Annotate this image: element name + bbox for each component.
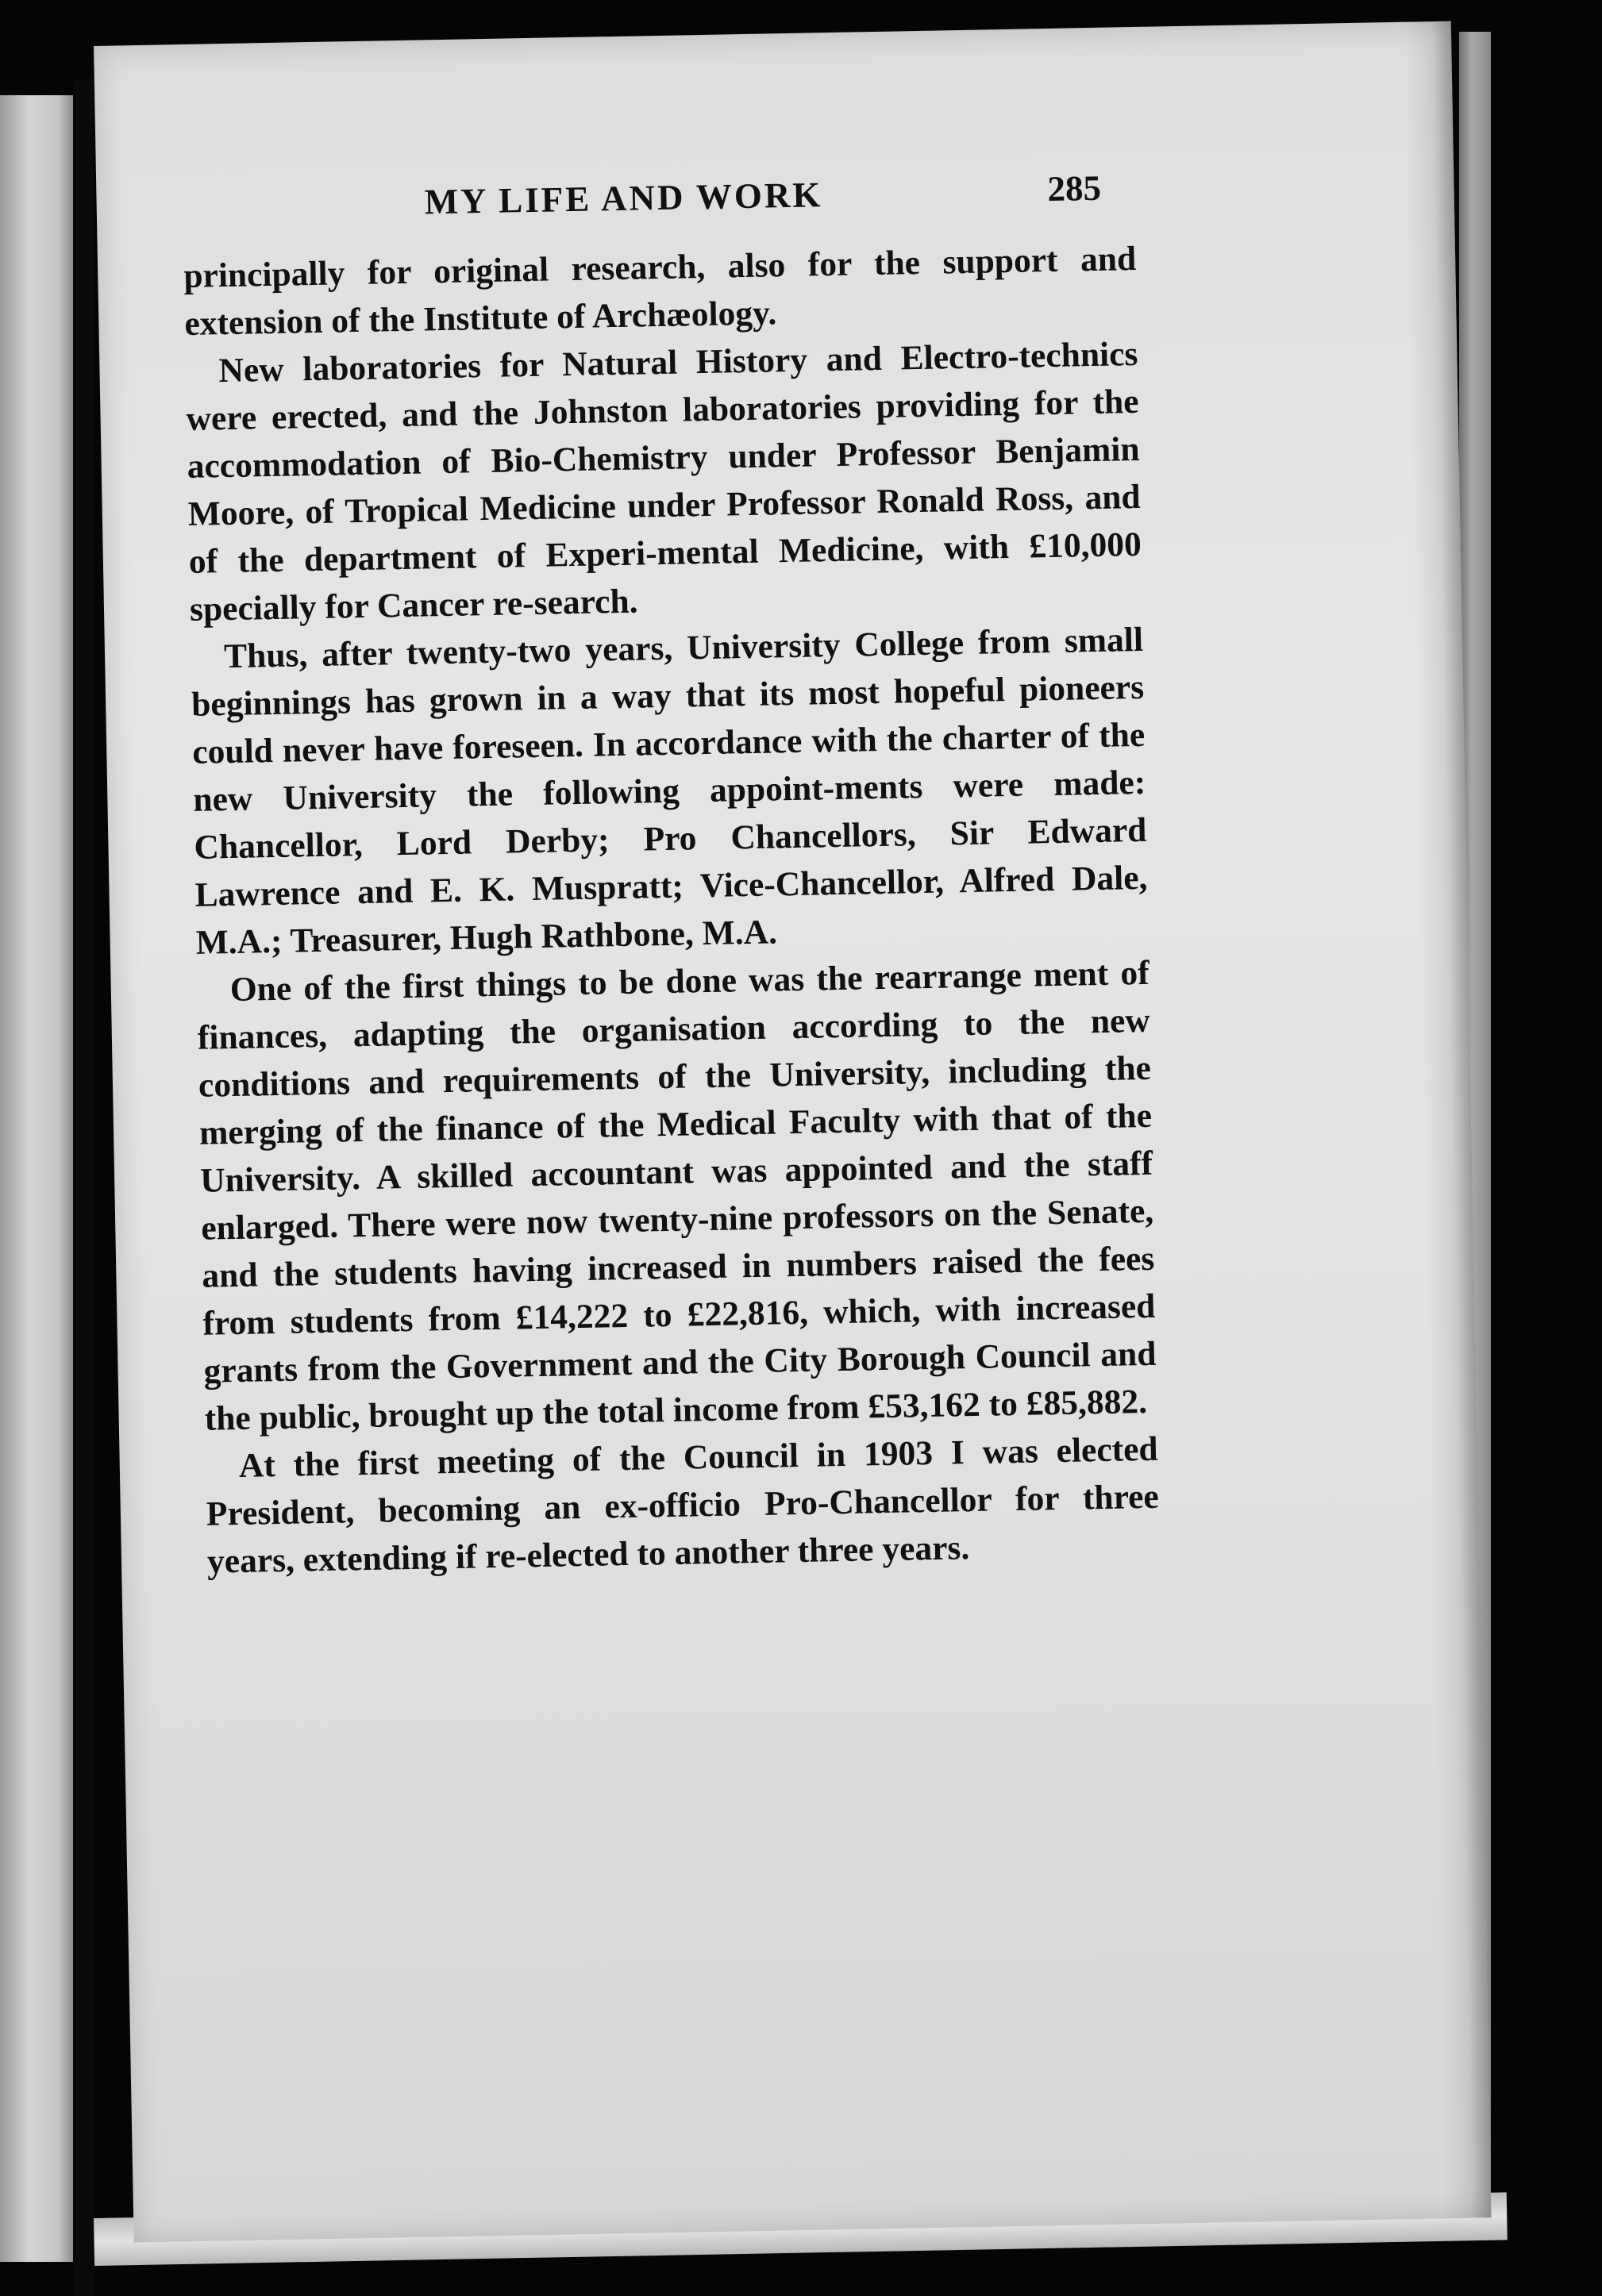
paragraph-finances: One of the first things to be done was the rearrange ment of finances, adapting the organisation according to the new conditions and requirements of the University, including the merging of the finance of the Medical Faculty with that of the University. A skilled accountant was appointed and the staff enlarged. There were now twenty-nine professors on the Senate, and the students having increased in numbers raised the fees from students from £14,222 to £22,816, which, with increased grants from the Government and the City Borough Council and the public, brought up the total income from £53,162 to £85,882. [197, 953, 1157, 1438]
text-block [182, 168, 1160, 1586]
page-number: 285 [1047, 167, 1102, 210]
paragraph-council-meeting: At the first meeting of the Council in 1903 I was elected President, becoming an ex-officio Pro-Chancellor for three years, extending if re-elected to another three years. [206, 1429, 1160, 1581]
running-head [182, 168, 1135, 241]
book-page [94, 21, 1491, 2243]
paragraph-appointments: Thus, after twenty-two years, University College from small beginnings has grown in a way that its most hopeful pioneers could never have foreseen. In accordance with the charter of the new University the following appoint-ments were made: Chancellor, Lord Derby; Pro Chancellors, Sir Edward Lawrence and E. K. Muspratt; Vice-Chancellor, Alfred Dale, M.A.; Treasurer, Hugh Rathbone, M.A. [191, 620, 1148, 962]
paragraph-laboratories: New laboratories for Natural History and Electro-technics were erected, and the Johnston laboratories providing for the accommodation of Bio-Chemistry under Professor Benjamin Moore, of Tropical Medicine under Professor Ronald Ross, and of the department of Experi-mental Medicine, with £10,000 specially for Cancer re-search. [186, 334, 1142, 629]
book-gutter [73, 79, 94, 2296]
running-head-title: MY LIFE AND WORK [424, 175, 823, 222]
paragraph-continued: principally for original research, also for the support and extension of the Institute of Archæology. [183, 239, 1137, 343]
facing-page-edge [0, 95, 73, 2262]
